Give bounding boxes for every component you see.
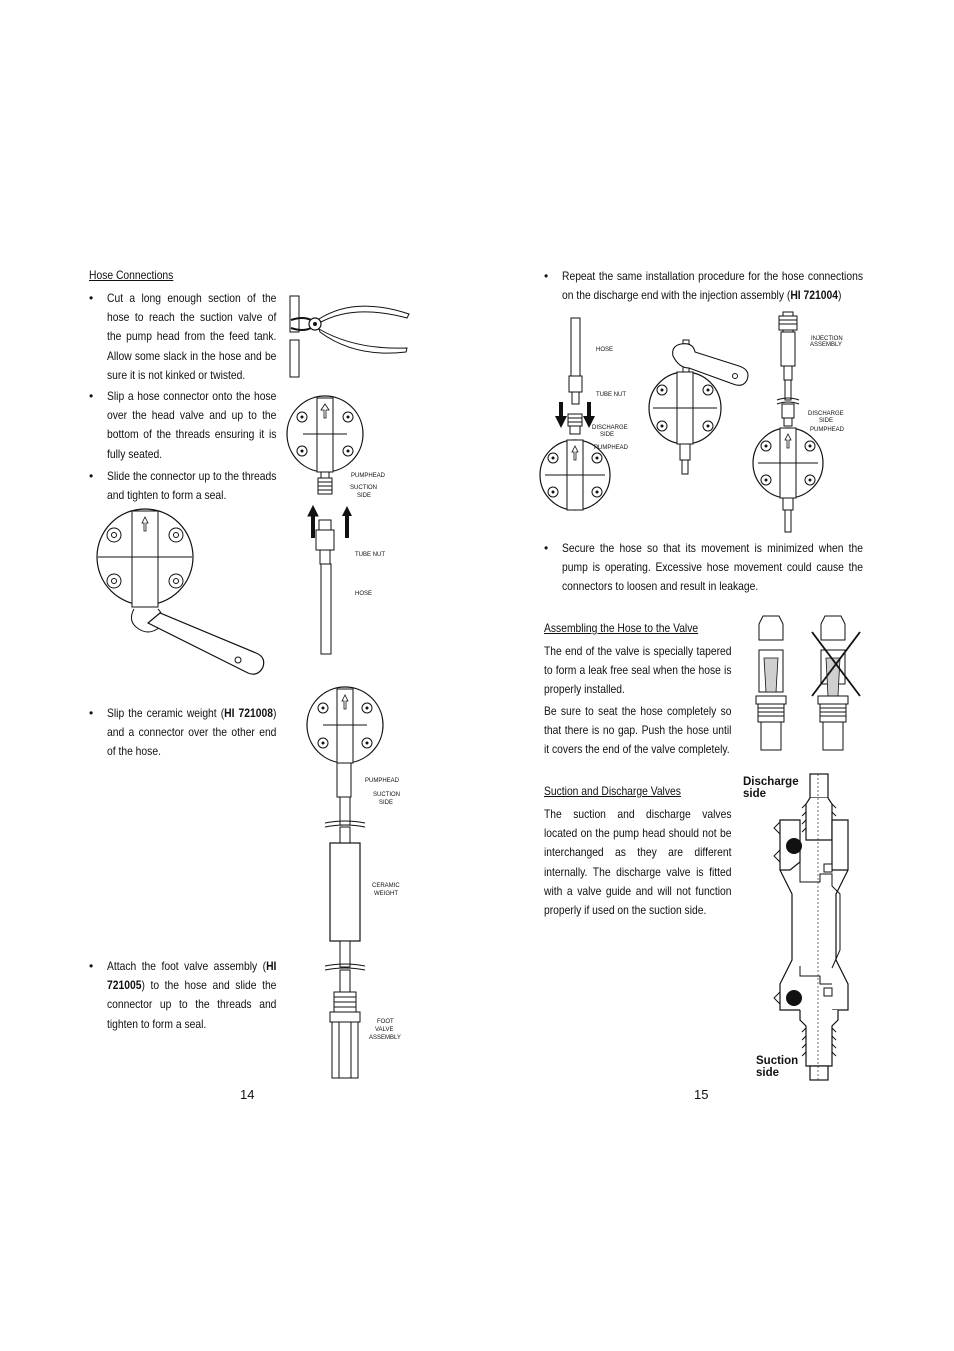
valve-cross-section-diagram — [740, 770, 875, 1085]
discharge-connection-diagram — [539, 310, 869, 535]
label-side: SIDE — [357, 493, 372, 499]
bullet-text-pre: Repeat the same installation procedure for the hose connections on the discharge end with the injection assembly ( — [562, 269, 863, 303]
label-foot: FOOT — [377, 1019, 394, 1025]
label-side: SIDE — [379, 800, 394, 806]
bullet-text-post: ) and a connector over the other end of the hose. — [107, 706, 277, 759]
label-pumphead: PUMPHEAD — [810, 427, 845, 433]
hose-connections-heading: Hose Connections — [89, 268, 174, 282]
label-pumphead: PUMPHEAD — [365, 778, 400, 784]
bullet-text: Secure the hose so that its movement is minimized when the pump is operating. Excessive hose movement could cause the connectors to loosen and result in leakage. — [562, 541, 863, 594]
suction-connection-diagram — [285, 390, 420, 660]
right-page: • Repeat the same installation procedure for the hose connections on the discharge end with the injection assembly (HI 721004) HOSE TUBE NUT DISCHARGE SIDE PUMPHEAD INJECTION ASSEMBLY DISCHARGE SIDE PUMPHEAD • Secure the hose so that its movement is minimized when the pump is operating. Excessive hose movement could cause the connectors to loosen and result in leakage. Assembling the Hose to the Valve The end of the valve is specially tapered to form a leak free seal when the hose is properly installed. Be sure to seat the hose completely so that there is no gap. Push the hose until it covers the end of the valve completely. Suction and Discharge Valves The suction and discharge valves located on the pump head should not be interchanged as they are different internally. The discharge valve is fitted with a valve guide and will not function properly if used on the suction side. Discharge side Suction side 15 — [477, 0, 954, 1351]
bullet-text: Slide the connector up to the threads and tighten to form a seal. — [107, 469, 277, 503]
label-pumphead: PUMPHEAD — [594, 445, 629, 451]
bullet-text-pre: Slip the ceramic weight ( — [107, 706, 225, 720]
left-page: Hose Connections • Cut a long enough section of the hose to reach the suction valve of the pump head from the feed tank. Allow some slack in the hose and be sure it is not kinked or twisted. • Slip a hose connector onto the hose over the head valve and up to the bottom of the threads ensuring it is fully seated. • Slide the connector up to the threads and tighten to form a seal. • Slip the ceramic weight (HI 721008) and a connector over the other end of the hose. • Attach the foot valve assembly (HI 721005) to the hose and slide the connector up to the threads and tighten to form a seal. PUMPHEAD SUCTION SIDE TUBE NUT HOSE PUMPHEAD SUCTION SIDE CERAMIC WEIGHT FOOT VALVE ASSEMBLY 14 — [0, 0, 477, 1351]
bullet-text: Cut a long enough section of the hose to reach the suction valve of the pump head from the feed tank. Allow some slack in the hose and be sure it is not kinked or twisted. — [107, 291, 277, 382]
label-tube-nut: TUBE NUT — [596, 392, 626, 398]
bullet-text-post: ) — [837, 288, 842, 303]
assembling-paragraph-1: The end of the valve is specially tapered to form a leak free seal when the hose is properly installed. — [544, 644, 732, 697]
page-number: 14 — [240, 1087, 255, 1102]
label-pumphead: PUMPHEAD — [351, 473, 386, 479]
label-side: SIDE — [819, 418, 834, 424]
label-assembly: ASSEMBLY — [810, 342, 842, 348]
wrench-tightening-illustration — [88, 505, 283, 685]
label-discharge: Discharge — [743, 776, 799, 788]
label-discharge: DISCHARGE — [808, 411, 844, 417]
label-discharge-side: side — [743, 788, 767, 800]
label-assembly: ASSEMBLY — [369, 1035, 401, 1041]
label-valve: VALVE — [375, 1027, 394, 1033]
part-code-hi721004: HI 721004 — [790, 288, 838, 303]
assembling-paragraph-2: Be sure to seat the hose completely so that there is no gap. Push the hose until it covers the end of the valve completely. — [544, 704, 732, 757]
label-suction-side: side — [756, 1067, 780, 1079]
hose-on-valve-comparison — [750, 610, 870, 758]
part-code-hi721005: HI 721005 — [107, 959, 277, 993]
part-code-hi721008: HI 721008 — [224, 706, 273, 720]
valves-paragraph: The suction and discharge valves located on the pump head should not be interchanged as they are different internally. The discharge valve is fitted with a valve guide and will not function properly if used on the suction side. — [544, 807, 732, 918]
label-discharge: DISCHARGE — [592, 425, 628, 431]
hose-cutter-illustration — [285, 290, 415, 380]
label-tube-nut: TUBE NUT — [355, 552, 385, 558]
label-suction: SUCTION — [373, 792, 400, 798]
bullet-text-post: ) to the hose and slide the connector up to the threads and tighten to form a seal. — [107, 978, 277, 1031]
assembling-heading: Assembling the Hose to the Valve — [544, 621, 699, 635]
bullet-text-pre: Attach the foot valve assembly ( — [107, 959, 267, 973]
label-suction: Suction — [756, 1055, 799, 1067]
label-ceramic: CERAMIC — [372, 883, 400, 889]
valves-heading: Suction and Discharge Valves — [544, 784, 681, 798]
label-suction: SUCTION — [350, 485, 377, 491]
label-hose: HOSE — [355, 591, 373, 597]
bullet-text: Slip a hose connector onto the hose over the head valve and up to the bottom of the threads ensuring it is fully seated. — [107, 389, 277, 461]
label-side: SIDE — [600, 432, 615, 438]
ceramic-weight-foot-valve-diagram — [315, 683, 445, 1083]
label-injection: INJECTION — [811, 336, 843, 342]
page-number: 15 — [694, 1087, 709, 1102]
label-weight: WEIGHT — [374, 891, 398, 897]
label-hose: HOSE — [596, 347, 614, 353]
